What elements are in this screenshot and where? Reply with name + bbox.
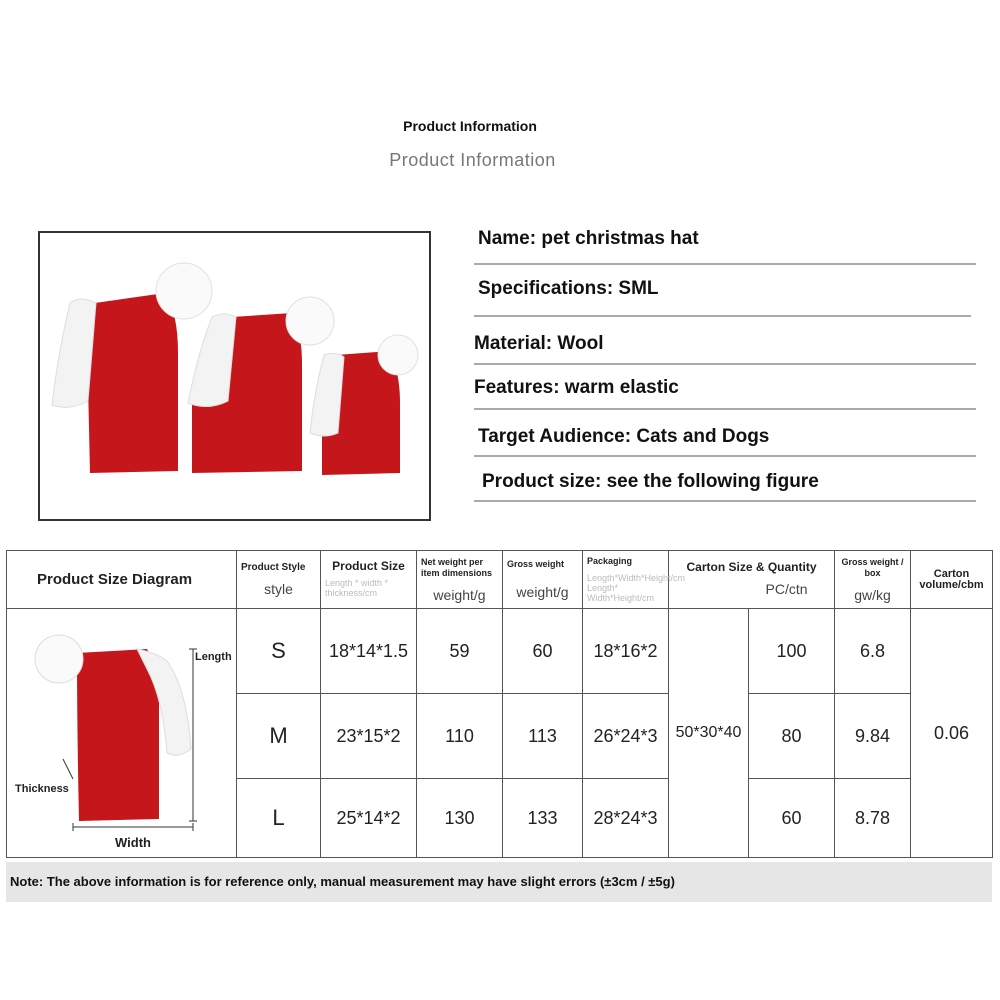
cell-pcs: 80 <box>749 694 835 779</box>
cell-carton-size: 50*30*40 <box>669 609 749 858</box>
cell-pcs: 60 <box>749 779 835 858</box>
section-title: Product Information <box>403 118 537 134</box>
cell-style: S <box>237 609 321 694</box>
hat-medium <box>188 297 334 473</box>
info-features: Features: warm elastic <box>474 377 679 398</box>
diagram-title: Product Size Diagram <box>37 571 193 588</box>
divider <box>474 408 976 410</box>
header-size: Product Size Length * width * thickness/cm <box>321 551 417 609</box>
size-diagram <box>7 609 235 857</box>
cell-volume: 0.06 <box>911 609 993 858</box>
cell-style: M <box>237 694 321 779</box>
cell-gw: 8.78 <box>835 779 911 858</box>
cell-gross: 113 <box>503 694 583 779</box>
cell-gross: 133 <box>503 779 583 858</box>
header-net-weight: Net weight per item dimensions weight/g <box>417 551 503 609</box>
cell-gw: 9.84 <box>835 694 911 779</box>
product-photo <box>38 231 431 521</box>
section-subtitle: Product Information <box>389 150 556 170</box>
width-label: Width <box>115 835 151 850</box>
note-text: Note: The above information is for reference only, manual measurement may have slight errors (±3cm / ±5g) <box>10 874 675 889</box>
diagram-title-cell <box>7 551 237 609</box>
cell-net: 110 <box>417 694 503 779</box>
divider <box>474 315 971 317</box>
cell-net: 130 <box>417 779 503 858</box>
header-packaging: Packaging Length*Width*Height/cm Length* Width*Height/cm <box>583 551 669 609</box>
thickness-label: Thickness <box>15 783 69 795</box>
divider <box>474 500 976 502</box>
header-gross-weight: Gross weight weight/g <box>503 551 583 609</box>
header-carton: Carton Size & Quantity PC/ctn <box>669 551 835 609</box>
cell-style: L <box>237 779 321 858</box>
cell-packaging: 28*24*3 <box>583 779 669 858</box>
header-style: Product Style style <box>237 551 321 609</box>
cell-size: 25*14*2 <box>321 779 417 858</box>
divider <box>474 455 976 457</box>
diagram-cell <box>7 609 237 858</box>
divider <box>474 263 976 265</box>
hats-illustration <box>40 233 429 519</box>
info-material: Material: Wool <box>474 333 604 354</box>
cell-pcs: 100 <box>749 609 835 694</box>
header-gw-box: Gross weight / box gw/kg <box>835 551 911 609</box>
cell-gw: 6.8 <box>835 609 911 694</box>
cell-size: 18*14*1.5 <box>321 609 417 694</box>
cell-size: 23*15*2 <box>321 694 417 779</box>
info-specifications: Specifications: SML <box>478 278 659 299</box>
info-audience: Target Audience: Cats and Dogs <box>478 426 770 447</box>
cell-packaging: 18*16*2 <box>583 609 669 694</box>
info-name: Name: pet christmas hat <box>478 228 699 249</box>
table-header-row <box>7 551 993 609</box>
hat-large <box>52 263 212 473</box>
cell-gross: 60 <box>503 609 583 694</box>
cell-packaging: 26*24*3 <box>583 694 669 779</box>
table-row <box>7 609 993 694</box>
hat-small <box>310 335 418 475</box>
header-volume: Carton volume/cbm <box>911 551 993 609</box>
info-product-size: Product size: see the following figure <box>482 471 819 492</box>
length-label: Length <box>195 651 232 663</box>
divider <box>474 363 976 365</box>
spec-table <box>6 550 993 858</box>
cell-net: 59 <box>417 609 503 694</box>
